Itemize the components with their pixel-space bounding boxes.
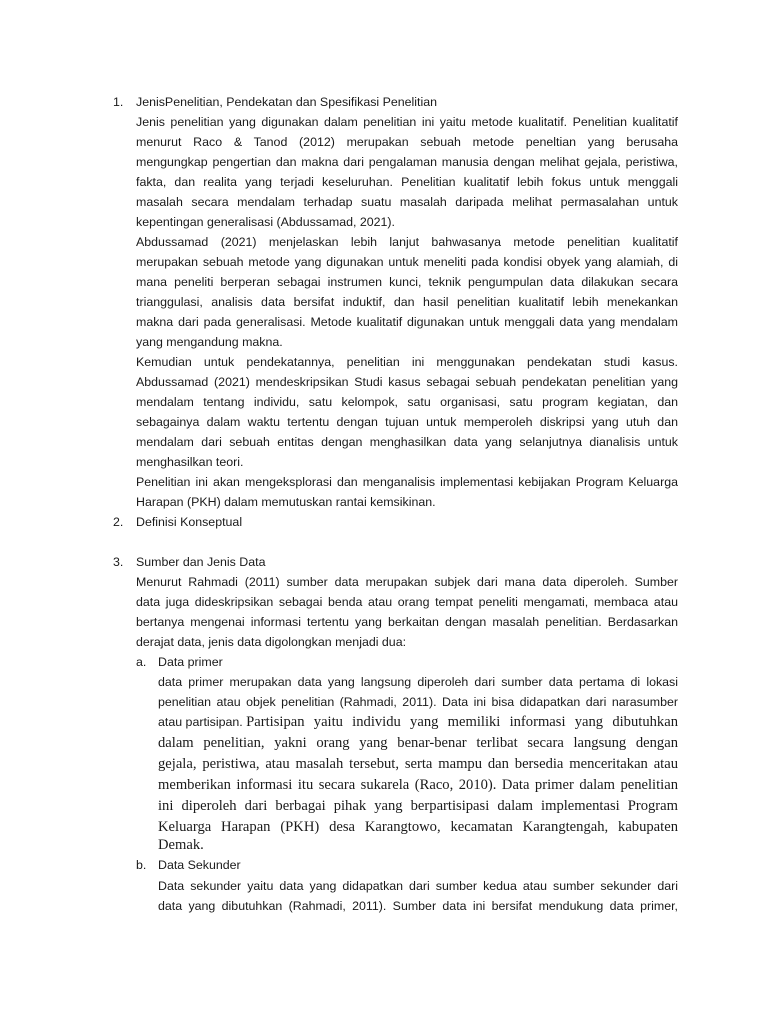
section-3-number: 3. xyxy=(113,555,124,569)
section-1-number: 1. xyxy=(113,95,124,109)
s3-line: bertanya mengenai informasi tertentu yang berkaitan dengan masalah penelitian. Berdasarkan xyxy=(136,615,678,629)
s1-line: Harapan (PKH) dalam memutuskan rantai kemsikinan. xyxy=(136,495,436,509)
sub-a-line: penelitian atau objek penelitian (Rahmadi, 2011). Data ini bisa didapatkan dari narasumber xyxy=(158,695,678,709)
s1-line: Abdussamad (2021) menjelaskan lebih lanjut bahwasanya metode penelitian kualitatif xyxy=(136,235,678,249)
s1-line: Abdussamad (2021) mendeskripsikan Studi kasus sebagai sebuah pendekatan penelitian yang xyxy=(136,375,678,389)
s1-line: mendalam dari sebuah entitas dengan menghasilkan data yang selanjutnya dianalisis untuk xyxy=(136,435,678,449)
s1-line: yang mengandung makna. xyxy=(136,335,283,349)
sub-a-line3-serif: Partisipan yaitu individu yang memiliki informasi yang dibutuhkan xyxy=(246,714,678,730)
sub-a-serif-line: dalam penelitian, yakni orang yang benar-benar terlibat secara langsung dengan xyxy=(158,735,678,751)
s1-line: menghasilkan teori. xyxy=(136,455,244,469)
sub-a-serif-line: Keluarga Harapan (PKH) desa Karangtowo, kecamatan Karangtengah, kabupaten xyxy=(158,819,678,835)
sub-a-mixed-line xyxy=(158,712,678,732)
section-3-heading: Sumber dan Jenis Data xyxy=(136,555,266,569)
section-1-heading: JenisPenelitian, Pendekatan dan Spesifikasi Penelitian xyxy=(136,95,438,109)
sub-a-heading: Data primer xyxy=(158,655,223,669)
s1-line: fakta, dan realita yang terjadi keseluruhan. Penelitian kualitatif lebih fokus untuk menggali xyxy=(136,175,678,189)
sub-a-serif-line: memberikan informasi itu secara sukarela (Raco, 2010). Data primer dalam penelitian xyxy=(158,777,678,793)
sub-a-line: data primer merupakan data yang langsung diperoleh dari sumber data pertama di lokasi xyxy=(158,675,678,689)
s1-line: makna dari pada generalisasi. Metode kualitatif digunakan untuk menggali data yang mendalam xyxy=(136,315,678,329)
sub-a-letter: a. xyxy=(136,655,147,669)
s1-line: Kemudian untuk pendekatannya, penelitian ini menggunakan pendekatan studi kasus. xyxy=(136,355,678,369)
sub-b-line: data yang dibutuhkan (Rahmadi, 2011). Sumber data ini bersifat mendukung data primer, xyxy=(158,899,678,913)
s1-line: mengungkap pengertian dan makna dari pengalaman manusia dengan melihat gejala, peristiwa, xyxy=(136,155,678,169)
s3-line: Menurut Rahmadi (2011) sumber data merupakan subjek dari mana data diperoleh. Sumber xyxy=(136,575,678,589)
s3-line: data juga dideskripsikan sebagai benda atau orang tempat peneliti mengamati, membaca atau xyxy=(136,595,678,609)
sub-b-line: Data sekunder yaitu data yang didapatkan dari sumber kedua atau sumber sekunder dari xyxy=(158,879,678,893)
s1-line: sebagainya dalam waktu tertentu dengan tujuan untuk memperoleh diskripsi yang utuh dan xyxy=(136,415,678,429)
sub-a-serif-line: Demak. xyxy=(158,837,204,853)
s1-line: kepentingan generalisasi (Abdussamad, 2021). xyxy=(136,215,395,229)
section-2-heading: Definisi Konseptual xyxy=(136,515,243,529)
s1-line: menurut Raco & Tanod (2012) merupakan sebuah metode peneltian yang berusaha xyxy=(136,135,678,149)
s1-line: trianggulasi, analisis data bersifat induktif, dan hasil penelitian kualitatif lebih menekankan xyxy=(136,295,678,309)
sub-b-letter: b. xyxy=(136,858,147,872)
s1-line: merupakan sebuah metode yang digunakan untuk meneliti pada kondisi obyek yang alamiah, di xyxy=(136,255,678,269)
sub-b-heading: Data Sekunder xyxy=(158,858,241,872)
sub-a-line3-sans: atau partisipan. xyxy=(158,715,247,729)
s1-line: Jenis penelitian yang digunakan dalam penelitian ini yaitu metode kualitatif. Penelitian kualitatif xyxy=(136,115,678,129)
section-2-number: 2. xyxy=(113,515,124,529)
sub-a-serif-line: ini diperoleh dari berbagai pihak yang berpartisipasi dalam implementasi Program xyxy=(158,798,678,814)
s1-line: masalah secara mendalam terhadap suatu masalah daripada melihat permasalahan untuk xyxy=(136,195,678,209)
s1-line: mendalam tentang individu, satu kelompok, satu organisasi, satu program kegiatan, dan xyxy=(136,395,678,409)
s1-line: Penelitian ini akan mengeksplorasi dan menganalisis implementasi kebijakan Program Keluarga xyxy=(136,475,678,489)
s3-line: derajat data, jenis data digolongkan menjadi dua: xyxy=(136,635,407,649)
sub-a-serif-line: gejala, peristiwa, atau masalah tersebut, serta mampu dan bersedia menceritakan atau xyxy=(158,756,678,772)
s1-line: mana peneliti berperan sebagai instrumen kunci, teknik pengumpulan data dilakukan secara xyxy=(136,275,678,289)
